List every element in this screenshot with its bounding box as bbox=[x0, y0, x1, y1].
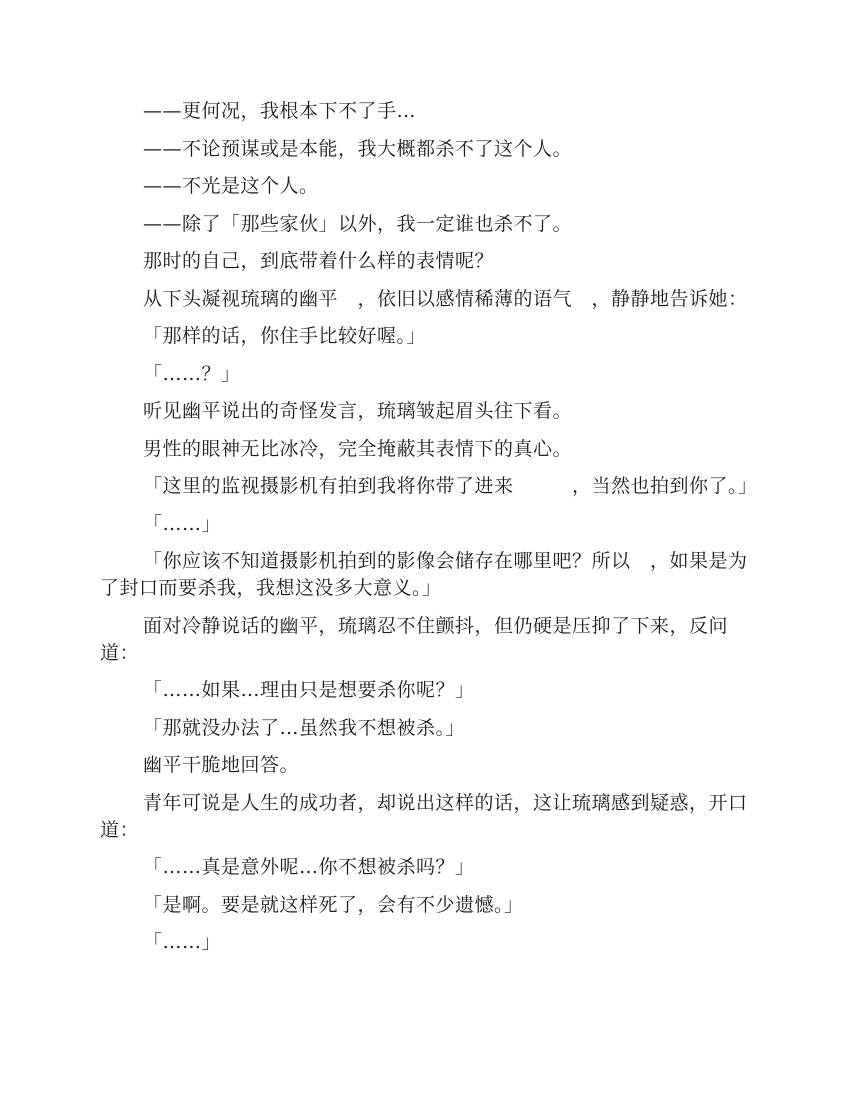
paragraph-20: 「是啊。要是就这样死了，会有不少遗憾。」 bbox=[143, 893, 524, 916]
document-page bbox=[100, 98, 758, 967]
paragraph-12: 「……」 bbox=[143, 512, 222, 535]
paragraph-1: ——更何况，我根本下不了手… bbox=[143, 100, 417, 122]
paragraph-13: 「你应该不知道摄影机拍到的影像会储存在哪里吧？所以 ，如果是为了封口而要杀我，我想这没多大意义。」 bbox=[100, 550, 748, 599]
paragraph-10: 男性的眼神无比冰冷，完全掩蔽其表情下的真心。 bbox=[143, 437, 573, 460]
paragraph-8: 「……？」 bbox=[143, 362, 241, 385]
paragraph-21: 「……」 bbox=[143, 931, 222, 953]
paragraph-4: ——除了「那些家伙」以外，我一定谁也杀不了。 bbox=[143, 212, 573, 235]
paragraph-3: ——不光是这个人。 bbox=[143, 175, 319, 197]
paragraph-17: 幽平干脆地回答。 bbox=[143, 754, 300, 776]
paragraph-5: 那时的自己，到底带着什么样的表情呢？ bbox=[143, 250, 495, 272]
paragraph-11: 「这里的监视摄影机有拍到我将你带了进来 ，当然也拍到你了。」 bbox=[143, 475, 758, 497]
paragraph-18: 青年可说是人生的成功者，却说出这样的话，这让琉璃感到疑惑，开口道： bbox=[100, 791, 748, 841]
paragraph-19: 「……真是意外呢…你不想被杀吗？」 bbox=[143, 856, 475, 878]
paragraph-2: ——不论预谋或是本能，我大概都杀不了这个人。 bbox=[143, 137, 573, 160]
paragraph-14: 面对冷静说话的幽平，琉璃忍不住颤抖，但仍硬是压抑了下来，反问道： bbox=[100, 614, 729, 664]
paragraph-9: 听见幽平说出的奇怪发言，琉璃皱起眉头往下看。 bbox=[143, 400, 573, 422]
paragraph-6: 从下头凝视琉璃的幽平 ，依旧以感情稀薄的语气 ，静静地告诉她： bbox=[143, 287, 748, 310]
paragraph-15: 「……如果…理由只是想要杀你呢？」 bbox=[143, 679, 475, 701]
paragraph-16: 「那就没办法了…虽然我不想被杀。」 bbox=[143, 716, 466, 739]
paragraph-7: 「那样的话，你住手比较好喔。」 bbox=[143, 325, 427, 347]
